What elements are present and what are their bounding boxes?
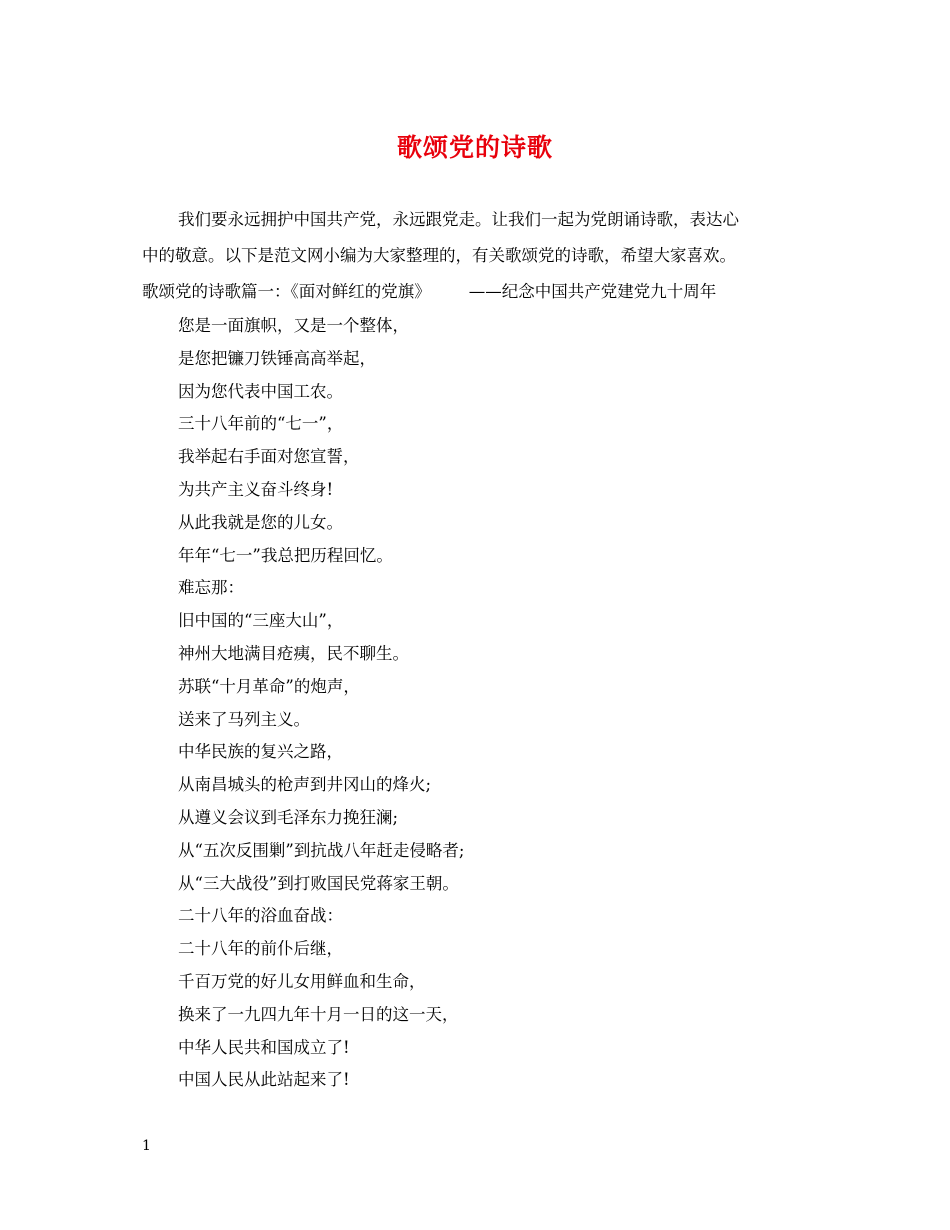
poem-line: 旧中国的“三座大山”， xyxy=(178,611,344,631)
poem-line: 从此我就是您的儿女。 xyxy=(178,512,343,532)
poem-line: 我举起右手面对您宣誓， xyxy=(178,447,360,467)
poem-line: 您是一面旗帜，又是一个整体， xyxy=(178,316,409,335)
poem-heading: 歌颂党的诗歌篇一：《面对鲜红的党旗》 xyxy=(142,282,431,301)
intro-line: 我们要永远拥护中国共产党，永远跟党走。让我们一起为党朗诵诗歌，表达心 xyxy=(178,210,739,229)
poem-line: 从“三大战役”到打败国民党蒋家王朝。 xyxy=(178,873,459,893)
poem-line: 从“五次反围剿”到抗战八年赶走侵略者; xyxy=(178,840,465,860)
poem-line: 为共产主义奋斗终身! xyxy=(178,479,334,499)
poem-line: 中华人民共和国成立了! xyxy=(178,1037,350,1057)
poem-line: 因为您代表中国工农。 xyxy=(178,381,343,401)
poem-line: 难忘那： xyxy=(178,578,244,598)
poem-heading-line xyxy=(142,274,810,310)
poem-line: 苏联“十月革命”的炮声， xyxy=(178,676,360,696)
poem-line: 中华民族的复兴之路， xyxy=(178,742,343,762)
poem-line: 是您把镰刀铁锤高高举起， xyxy=(178,348,376,368)
poem-line: 二十八年的前仆后继， xyxy=(178,939,343,959)
poem-line: 从遵义会议到毛泽东力挽狂澜; xyxy=(178,807,399,827)
poem-line: 换来了一九四九年十月一日的这一天， xyxy=(178,1004,459,1024)
poem-line: 从南昌城头的枪声到井冈山的烽火; xyxy=(178,775,432,795)
intro-line: 中的敬意。以下是范文网小编为大家整理的，有关歌颂党的诗歌，希望大家喜欢。 xyxy=(142,246,736,265)
document-title: 歌颂党的诗歌 xyxy=(396,133,553,162)
poem-line: 年年“七一”我总把历程回忆。 xyxy=(178,545,393,565)
poem-line: 神州大地满目疮痍，民不聊生。 xyxy=(178,643,409,663)
page-number: 1 xyxy=(142,1138,151,1154)
poem-line: 二十八年的浴血奋战： xyxy=(178,906,343,926)
poem-line: 三十八年前的“七一”， xyxy=(178,414,344,434)
intro-paragraph xyxy=(142,202,810,310)
poem-line: 千百万党的好儿女用鲜血和生命， xyxy=(178,971,426,991)
poem-attribution: ——纪念中国共产党建党九十周年 xyxy=(468,282,717,301)
poem-line: 中国人民从此站起来了! xyxy=(178,1070,350,1090)
poem-body xyxy=(178,310,464,1097)
poem-line: 送来了马列主义。 xyxy=(178,709,310,729)
